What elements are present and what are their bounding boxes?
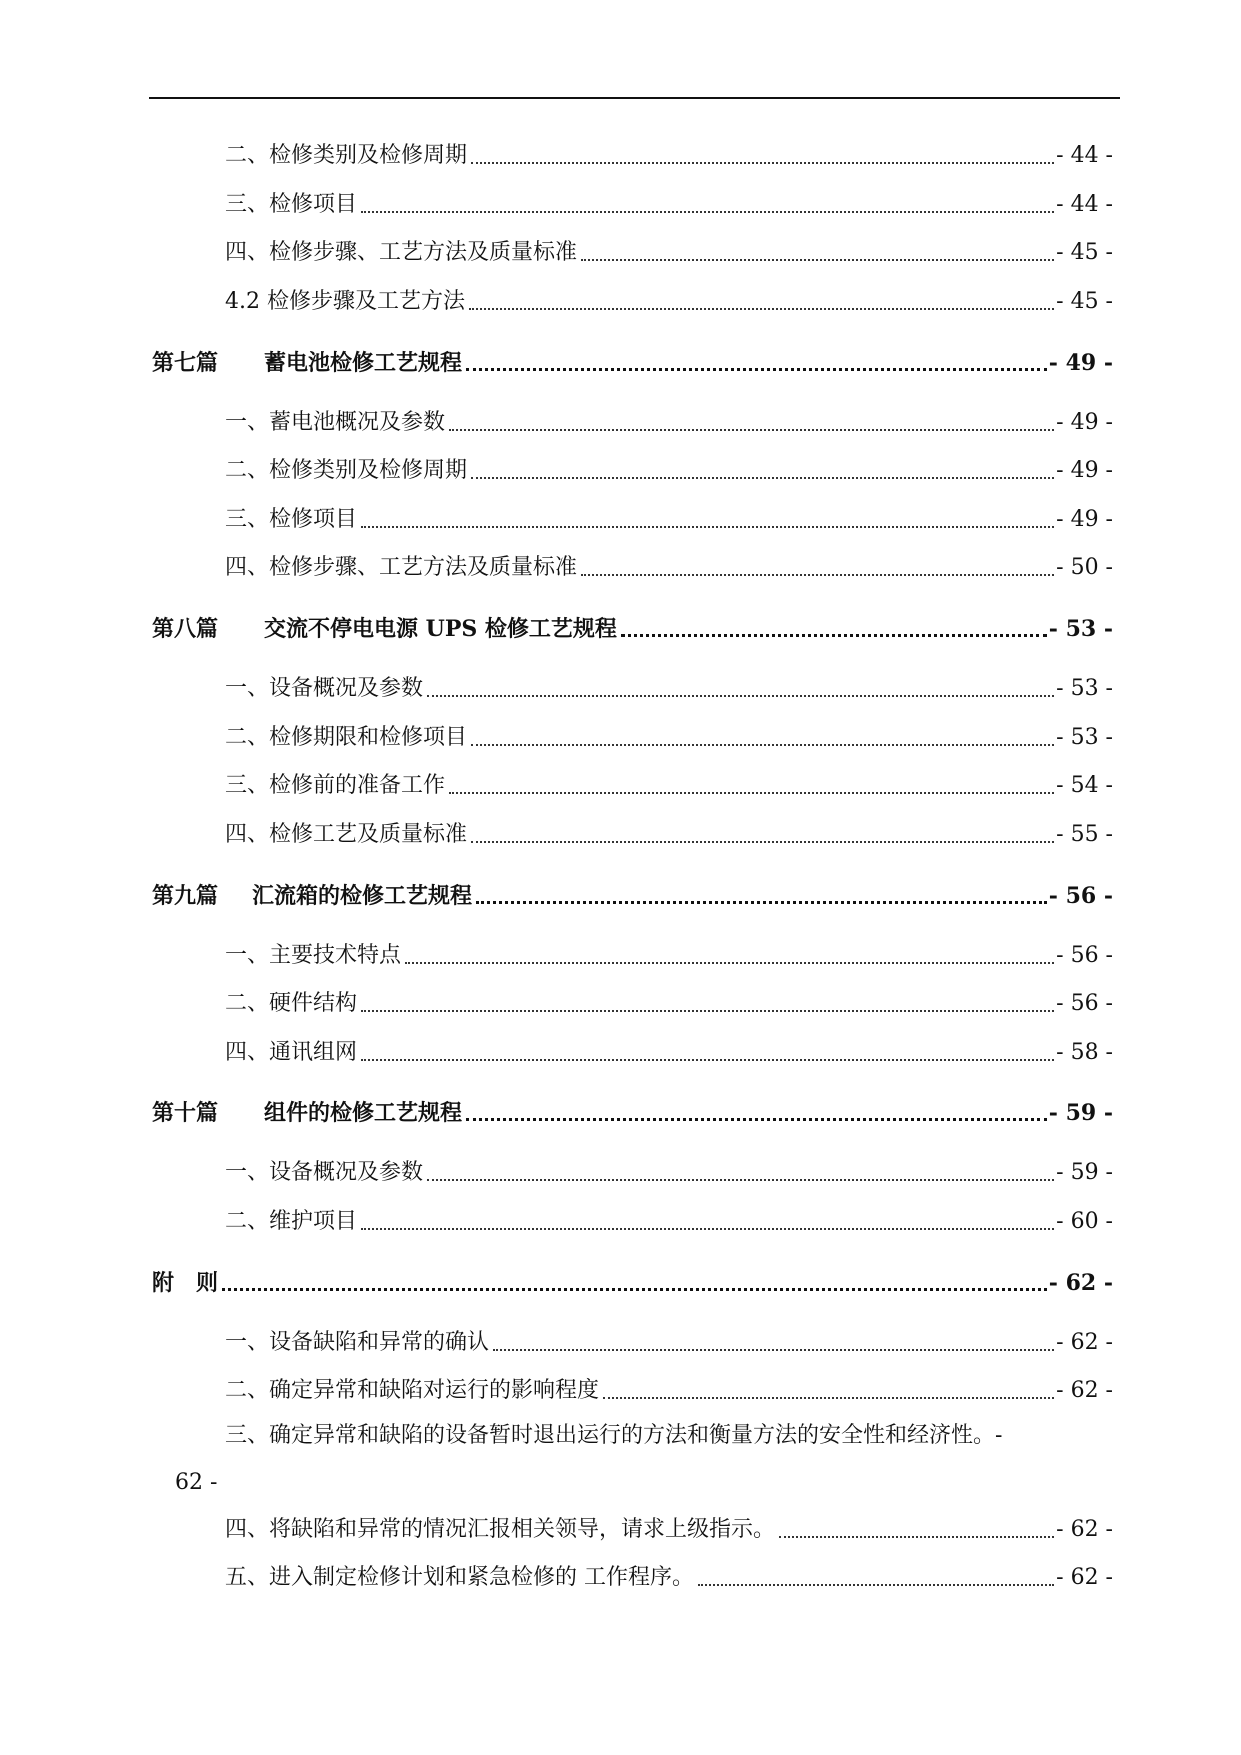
toc-chapter-number: 第十篇 [152, 1100, 219, 1126]
toc-entry-label: 四、检修步骤、工艺方法及质量标准 [225, 555, 578, 580]
toc-chapter[interactable] [0, 1260, 1241, 1298]
toc-entry-label: 二、检修期限和检修项目 [225, 725, 468, 750]
toc-entry[interactable] [0, 448, 1241, 486]
toc-entry[interactable] [0, 230, 1241, 268]
toc-entry-page: - 49 - [1056, 458, 1113, 483]
toc-entry-page: - 58 - [1056, 1040, 1113, 1065]
toc-entry-page: - 56 - [1056, 991, 1113, 1016]
toc-entry-label: 二、维护项目 [225, 1209, 358, 1234]
toc-entry-page: - 62 - [1056, 1517, 1113, 1542]
toc-entry[interactable] [0, 133, 1241, 171]
toc-entry-label: 三、检修项目 [225, 192, 358, 217]
toc-entry[interactable] [0, 812, 1241, 850]
toc-entry[interactable] [0, 1507, 1241, 1545]
dot-leader [361, 1010, 1054, 1012]
toc-entry-page: - 45 - [1056, 289, 1113, 314]
dot-leader [493, 1349, 1054, 1351]
toc-entry-page: - 62 - [1056, 1565, 1113, 1590]
toc-entry[interactable] [0, 497, 1241, 535]
toc-chapter-number: 第八篇 [152, 616, 219, 642]
toc-entry[interactable] [0, 666, 1241, 704]
dot-leader [603, 1397, 1054, 1399]
dot-leader [698, 1584, 1054, 1586]
toc-chapter-title: 蓄电池检修工艺规程 [264, 350, 463, 376]
dot-leader [471, 477, 1054, 479]
toc-entry[interactable] [0, 1199, 1241, 1237]
toc-entry[interactable] [0, 1320, 1241, 1358]
toc-entry[interactable] [0, 933, 1241, 971]
toc-entry[interactable] [0, 400, 1241, 438]
toc-entry-page: - 62 - [1056, 1378, 1113, 1403]
toc-entry[interactable] [0, 182, 1241, 220]
toc-entry-page: - 59 - [1056, 1160, 1113, 1185]
toc-chapter-page: - 56 - [1048, 883, 1113, 909]
dot-leader [469, 308, 1054, 310]
toc-entry-label: 一、设备概况及参数 [225, 1160, 424, 1185]
dot-leader [427, 695, 1054, 697]
dot-leader [427, 1179, 1054, 1181]
dot-leader [361, 526, 1054, 528]
toc-entry[interactable] [0, 1030, 1241, 1068]
toc-entry-label: 4.2 检修步骤及工艺方法 [225, 289, 465, 314]
toc-entry-label: 二、检修类别及检修周期 [225, 143, 468, 168]
dot-leader [361, 1059, 1054, 1061]
toc-entry-label: 二、确定异常和缺陷对运行的影响程度 [225, 1378, 600, 1403]
dot-leader [581, 259, 1054, 261]
dot-leader [779, 1536, 1054, 1538]
dot-leader [449, 792, 1054, 794]
toc-chapter[interactable] [0, 340, 1241, 378]
toc-entry-page: - 49 - [1056, 507, 1113, 532]
toc-entry-label: 四、通讯组网 [225, 1040, 358, 1065]
toc-chapter-title: 组件的检修工艺规程 [264, 1100, 463, 1126]
dot-leader [449, 429, 1054, 431]
toc-chapter-page: - 59 - [1048, 1100, 1113, 1126]
toc-entry-wrapped[interactable] [225, 1421, 1115, 1451]
toc-entry[interactable] [0, 1555, 1241, 1593]
dot-leader [361, 211, 1054, 213]
toc-chapter[interactable] [0, 1090, 1241, 1128]
toc-entry-label: 四、检修步骤、工艺方法及质量标准 [225, 240, 578, 265]
dot-leader [466, 368, 1047, 371]
toc-chapter[interactable] [0, 606, 1241, 644]
toc-entry-page: - 44 - [1056, 192, 1113, 217]
toc-entry[interactable] [0, 715, 1241, 753]
toc-chapter[interactable] [0, 873, 1241, 911]
dot-leader [466, 1118, 1047, 1121]
toc-chapter-title: 交流不停电电源 UPS 检修工艺规程 [264, 616, 617, 642]
toc-entry[interactable] [0, 981, 1241, 1019]
toc-entry-page: - 50 - [1056, 555, 1113, 580]
toc-chapter-number: 附 则 [152, 1270, 219, 1296]
dot-leader [476, 901, 1047, 904]
dot-leader [361, 1228, 1054, 1230]
toc-entry[interactable] [0, 763, 1241, 801]
toc-entry-page-continuation: 62 - [175, 1470, 218, 1495]
toc-entry-label: 二、检修类别及检修周期 [225, 458, 468, 483]
toc-entry-label: 一、设备概况及参数 [225, 676, 424, 701]
dot-leader [222, 1288, 1047, 1291]
toc-entry-page: - 49 - [1056, 410, 1113, 435]
dot-leader [471, 744, 1054, 746]
toc-entry-label: 四、检修工艺及质量标准 [225, 822, 468, 847]
toc-entry[interactable] [0, 1150, 1241, 1188]
dot-leader [471, 162, 1054, 164]
dot-leader [621, 634, 1047, 637]
toc-chapter-number: 第九篇 [152, 883, 219, 909]
toc-entry-page: - 44 - [1056, 143, 1113, 168]
toc-entry-page: - 53 - [1056, 725, 1113, 750]
toc-entry[interactable] [0, 279, 1241, 317]
toc-entry-label: 一、设备缺陷和异常的确认 [225, 1330, 490, 1355]
toc-chapter-page: - 49 - [1048, 350, 1113, 376]
toc-chapter-page: - 53 - [1048, 616, 1113, 642]
toc-entry-page: - 45 - [1056, 240, 1113, 265]
toc-entry-page: - 60 - [1056, 1209, 1113, 1234]
toc-entry-label: 一、主要技术特点 [225, 943, 402, 968]
toc-entry-label: 三、检修前的准备工作 [225, 773, 446, 798]
toc-chapter-number: 第七篇 [152, 350, 219, 376]
toc-entry-page: - 56 - [1056, 943, 1113, 968]
toc-entry-page: - 55 - [1056, 822, 1113, 847]
dot-leader [405, 962, 1054, 964]
toc-entry-page: - 53 - [1056, 676, 1113, 701]
toc-entry-page: - 54 - [1056, 773, 1113, 798]
toc-entry-page: - 62 - [1056, 1330, 1113, 1355]
toc-entry[interactable] [0, 545, 1241, 583]
toc-entry-label: 四、将缺陷和异常的情况汇报相关领导，请求上级指示。 [225, 1517, 776, 1542]
toc-entry-label: 二、硬件结构 [225, 991, 358, 1016]
dot-leader [581, 574, 1054, 576]
toc-chapter-title: 汇流箱的检修工艺规程 [252, 883, 473, 909]
toc-chapter-page: - 62 - [1048, 1270, 1113, 1296]
toc-entry-label: 三、检修项目 [225, 507, 358, 532]
toc-entry-label: 一、蓄电池概况及参数 [225, 410, 446, 435]
toc-entry-label: 三、确定异常和缺陷的设备暂时退出运行的方法和衡量方法的安全性和经济性。- [225, 1423, 1003, 1448]
toc-entry-label: 五、进入制定检修计划和紧急检修的 工作程序。 [225, 1565, 694, 1590]
dot-leader [471, 841, 1054, 843]
toc-entry[interactable] [0, 1368, 1241, 1406]
